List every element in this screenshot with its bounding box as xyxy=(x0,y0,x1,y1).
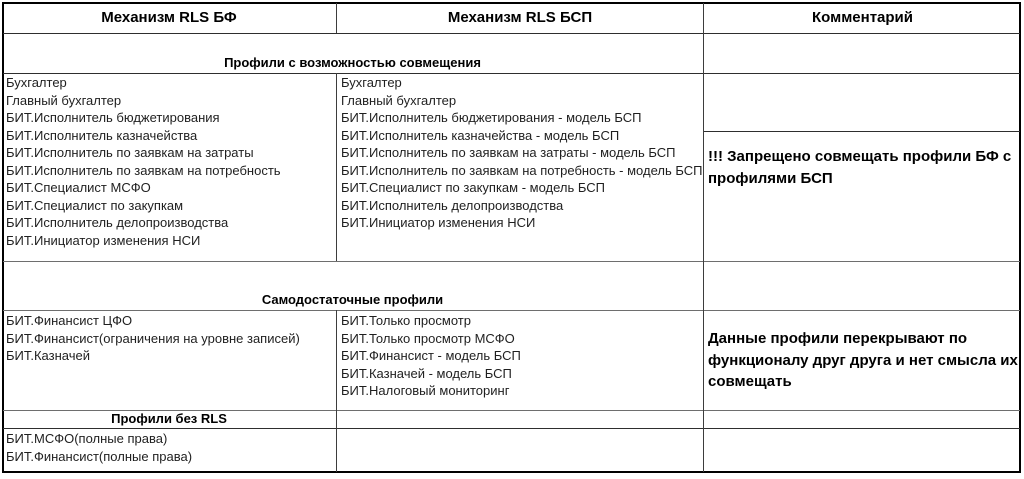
column-header-rls-bsp: Механизм RLS БСП xyxy=(447,9,593,26)
profile-list-bsp-self-sufficient xyxy=(341,312,521,400)
table-grid-line-comment1-top xyxy=(704,131,1020,132)
profile-item: БИТ.Финансист(полные права) xyxy=(6,448,193,464)
profile-item: БИТ.Только просмотр МСФО xyxy=(341,330,515,346)
table-grid-line-col1-col2-section1 xyxy=(336,73,337,261)
profile-item: БИТ.Исполнитель по заявкам на затраты - модель БСП xyxy=(341,145,676,160)
profile-item: БИТ.МСФО(полные права) xyxy=(6,431,168,446)
profile-item: БИТ.Исполнитель делопроизводства xyxy=(6,215,229,230)
profile-item: БИТ.Инициатор изменения НСИ xyxy=(341,215,536,230)
profile-list-bsp-combinable xyxy=(341,74,702,232)
profile-item: БИТ.Казначей xyxy=(6,348,90,363)
profile-item: БИТ.Специалист по закупкам xyxy=(6,197,184,213)
profile-item: БИТ.Налоговый мониторинг xyxy=(341,383,510,398)
profile-item: БИТ.Специалист по закупкам - модель БСП xyxy=(341,180,605,195)
section-title-no-rls: Профили без RLS xyxy=(111,411,227,426)
profile-item: БИТ.Инициатор изменения НСИ xyxy=(6,232,201,248)
profile-item: БИТ.Финансист(ограничения на уровне записей) xyxy=(6,330,300,346)
profile-item: БИТ.Исполнитель казначейства - модель БСП xyxy=(341,127,620,143)
table-grid-line-col1-col2-section2-3 xyxy=(336,310,337,472)
profile-item: БИТ.Исполнитель по заявкам на потребность xyxy=(6,162,281,178)
profile-item: БИТ.Исполнитель делопроизводства xyxy=(341,197,564,213)
profile-item: БИТ.Исполнитель бюджетирования xyxy=(6,110,220,125)
profile-item: БИТ.Только просмотр xyxy=(341,313,471,328)
profile-list-bf-self-sufficient xyxy=(6,312,300,365)
profile-item: Главный бухгалтер xyxy=(6,92,122,108)
profile-item: Главный бухгалтер xyxy=(341,92,457,108)
comment-prohibited-combination: !!! Запрещено совмещать профили БФ с профилями БСП xyxy=(708,148,1012,187)
table-grid-line-section3-bottom xyxy=(3,428,1020,429)
profile-item: БИТ.Специалист МСФО xyxy=(6,180,151,195)
profile-item: БИТ.Исполнитель бюджетирования - модель БСП xyxy=(341,110,642,125)
profile-item: Бухгалтер xyxy=(6,75,67,90)
profile-item: БИТ.Казначей - модель БСП xyxy=(341,365,512,381)
section-title-self-sufficient-profiles: Самодостаточные профили xyxy=(261,292,444,307)
profile-list-bf-no-rls xyxy=(6,430,192,465)
table-grid-line-section2-bottom xyxy=(3,310,1020,311)
table-grid-line-col2-col3 xyxy=(703,3,704,472)
section-title-combinable-profiles: Профили с возможностью совмещения xyxy=(224,55,481,70)
profile-item: БИТ.Исполнитель по заявкам на затраты xyxy=(6,145,254,160)
column-header-rls-bf: Механизм RLS БФ xyxy=(101,9,237,26)
profile-item: БИТ.Исполнитель по заявкам на потребность - модель БСП xyxy=(341,162,703,178)
column-header-comment: Комментарий xyxy=(811,9,913,26)
profile-item: Бухгалтер xyxy=(341,75,402,90)
profile-item: БИТ.Финансист - модель БСП xyxy=(341,348,521,363)
comment-overlapping-functionality: Данные профили перекрывают по функционалу друг друга и нет смысла их совмещать xyxy=(708,330,1018,390)
profile-list-bf-combinable xyxy=(6,74,281,249)
profile-item: БИТ.Исполнитель казначейства xyxy=(6,127,198,143)
profile-item: БИТ.Финансист ЦФО xyxy=(6,313,133,328)
